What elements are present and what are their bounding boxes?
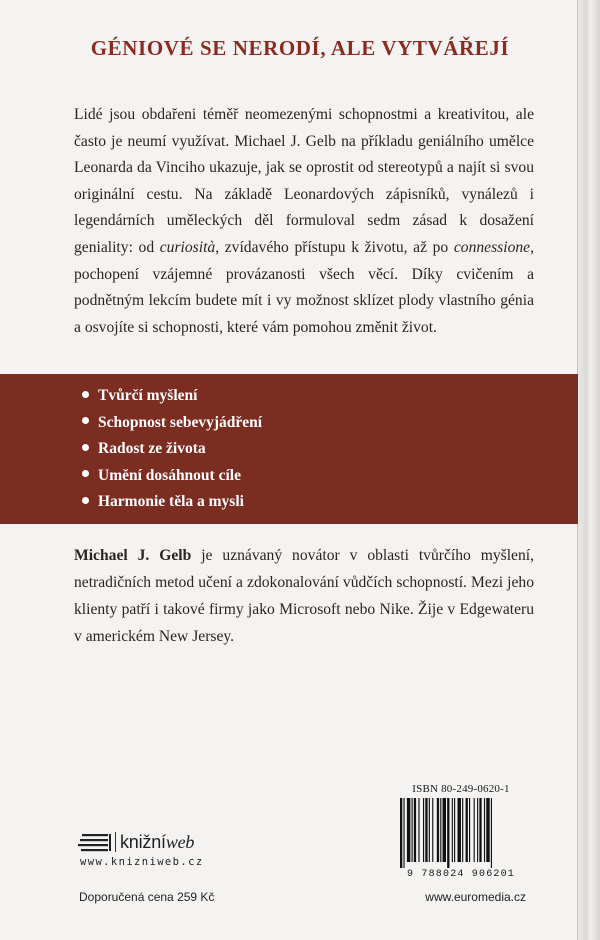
feature-label: Umění dosáhnout cíle: [98, 466, 241, 484]
feature-item: [82, 410, 262, 437]
isbn-barcode-block: [396, 783, 526, 880]
logo-wordmark-italic: web: [165, 831, 195, 852]
feature-label: Schopnost sebevyjádření: [98, 413, 263, 431]
bullet-dot-icon: [82, 470, 89, 477]
feature-list: [82, 383, 262, 516]
logo-separator: [115, 832, 116, 852]
bullet-dot-icon: [82, 497, 89, 504]
logo-wordmark: [120, 832, 194, 853]
recommended-price: Doporučená cena 259 Kč: [79, 890, 215, 904]
barcode-digits: 9 788024 906201: [406, 869, 515, 880]
blurb-term-connessione: connessione: [453, 238, 531, 256]
publisher-url: www.euromedia.cz: [425, 890, 526, 904]
bullet-dot-icon: [82, 417, 89, 424]
feature-item: [82, 463, 262, 490]
isbn-label: ISBN 80-249-0620-1: [412, 783, 510, 795]
blurb-term-curiosita: curiosità: [159, 238, 216, 256]
logo-wordmark-plain: knižní: [120, 831, 166, 852]
feature-label: Tvůrčí myšlení: [98, 387, 198, 404]
book-spine-edge: [577, 0, 600, 940]
blurb-paragraph: [74, 102, 534, 341]
blurb-text-3: , pochopení vzájemné provázanosti všech věcí. Díky cvičením a podnětným lekcím budete mít i vy možnost sklízet plody vlastního génia a osvojíte si schopnosti, které vám pomohou změnit život.: [74, 238, 534, 336]
author-bio: [74, 542, 534, 650]
author-paragraph: [74, 542, 534, 650]
barcode-icon: [396, 798, 526, 868]
feature-label: Harmonie těla a mysli: [98, 493, 244, 510]
bullet-dot-icon: [82, 444, 89, 451]
blurb: [74, 102, 534, 341]
feature-item: [82, 383, 262, 410]
feature-label: Radost ze života: [98, 440, 206, 457]
author-text: je uznávaný novátor v oblasti tvůrčího myšlení, netradičních metod učení a zdokonalování vůdčích schopností. Mezi jeho klienty patří i takové firmy jako Microsoft nebo Nike. Žije v Edgewateru v americkém New Jersey.: [74, 547, 535, 645]
feature-item: [82, 436, 262, 463]
headline: GÉNIOVÉ SE NERODÍ, ALE VYTVÁŘEJÍ: [90, 36, 510, 60]
blurb-text-2: , zvídavého přístupu k životu, až po: [215, 238, 454, 256]
publisher-logo: [78, 830, 194, 854]
feature-item: [82, 489, 262, 516]
bullet-dot-icon: [82, 391, 89, 398]
logo-url: www.knizniweb.cz: [80, 856, 204, 868]
author-name: Michael J. Gelb: [74, 547, 192, 564]
book-stack-icon: [78, 831, 112, 853]
blurb-text-1: Lidé jsou obdařeni téměř neomezenými schopnostmi a kreativitou, ale často je neumí využívat. Michael J. Gelb na příkladu geniálního umělce Leonarda da Vinciho ukazuje, jak se oprostit od stereotypů a najít si svou originální cestu. Na základě Leonardových zápisníků, vynálezů i legendárních uměleckých děl formuloval sedm zásad k dosažení geniality: od: [74, 106, 534, 256]
